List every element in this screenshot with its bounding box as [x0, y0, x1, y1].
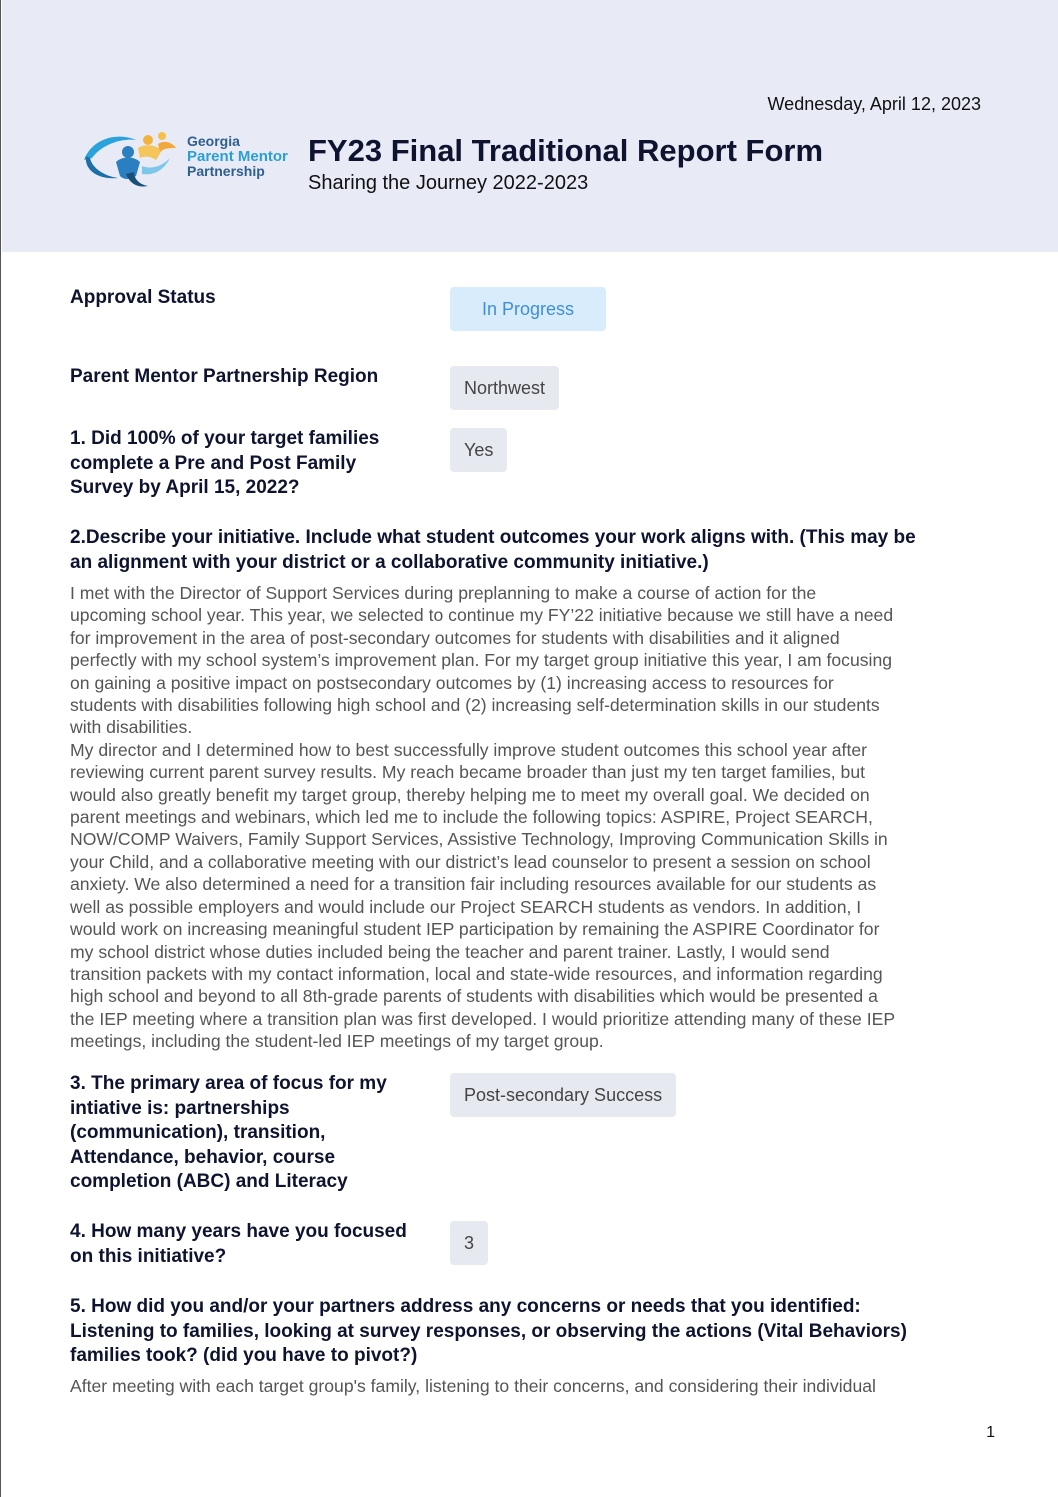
question-2-label: [70, 526, 1000, 575]
approval-status-badge: In Progress: [450, 287, 606, 331]
answer-line: anxiety. We also determined a need for a transition fair including resources available for our students as: [70, 874, 877, 895]
answer-line: I met with the Director of Support Services during preplanning to make a course of action for the: [70, 583, 817, 603]
question-3-line: completion (ABC) and Literacy: [70, 1171, 348, 1192]
question-5-line: Listening to families, looking at survey responses, or observing the actions (Vital Behaviors): [70, 1320, 907, 1342]
question-1-line: Survey by April 15, 2022?: [70, 477, 300, 498]
answer-line: perfectly with my school system’s improvement plan. For my target group initiative this year, I am focusing: [70, 650, 893, 671]
logo-line-parent-mentor: Parent Mentor: [187, 148, 288, 165]
answer-line: for improvement in the area of post-secondary outcomes for students with disabilities and it aligned: [70, 627, 840, 648]
answer-line: transition packets with my contact information, local and state-wide resources, and information regarding: [70, 963, 883, 984]
answer-line: well as possible employers and would include our Project SEARCH students as vendors. In addition, I: [70, 896, 862, 917]
gpmp-logo: [78, 126, 298, 192]
answer-line: your Child, and a collaborative meeting with our district’s lead counselor to present a session on school: [70, 851, 871, 872]
logo-line-partnership: Partnership: [187, 163, 265, 179]
question-3-label: [70, 1072, 387, 1195]
question-1-line: complete a Pre and Post Family: [70, 452, 357, 474]
question-4-answer: 3: [450, 1221, 488, 1265]
question-3-line: (communication), transition,: [70, 1122, 326, 1143]
question-3-line: 3. The primary area of focus for my: [70, 1073, 387, 1094]
question-2-line: 2.Describe your initiative. Include what student outcomes your work aligns with. (This may be: [70, 527, 916, 548]
answer-line: high school and beyond to all 8th-grade parents of students with disabilities which would be presented a: [70, 986, 878, 1007]
question-5-label: [70, 1295, 1000, 1369]
question-4-line: on this initiative?: [70, 1245, 227, 1267]
question-5-line: families took? (did you have to pivot?): [70, 1345, 418, 1366]
form-subtitle: Sharing the Journey 2022-2023: [308, 172, 589, 194]
question-5-answer: After meeting with each target group's family, listening to their concerns, and considering their individual: [70, 1376, 876, 1396]
region-label: Parent Mentor Partnership Region: [70, 366, 379, 387]
answer-line: students with disabilities following high school and (2) increasing self-determination skills in our students: [70, 695, 880, 716]
question-2-line: an alignment with your district or a collaborative community initiative.): [70, 551, 709, 573]
answer-line: reviewing current parent survey results. My reach became broader than just my ten target families, but: [70, 762, 866, 783]
answer-line: the IEP meeting where a transition plan was first developed. I would prioritize attending many of these IEP: [70, 1008, 896, 1029]
answer-line: NOW/COMP Waivers, Family Support Services, Assistive Technology, Improving Communication Skills in: [70, 829, 888, 850]
answer-line: upcoming school year. This year, we selected to continue my FY’22 initiative because we still have a need: [70, 605, 894, 626]
region-value: Northwest: [450, 366, 559, 410]
approval-status-label: Approval Status: [70, 287, 216, 308]
answer-line: on gaining a positive impact on postsecondary outcomes by (1) increasing access to resources for: [70, 672, 834, 693]
answer-line: My director and I determined how to best successfully improve student outcomes this school year after: [70, 739, 867, 760]
question-1-line: 1. Did 100% of your target families: [70, 428, 380, 449]
answer-line: my school district whose duties included being the teacher and parent trainer. Lastly, I would send: [70, 941, 830, 962]
report-date: Wednesday, April 12, 2023: [767, 94, 981, 114]
question-2-answer: [70, 582, 995, 1053]
question-4-line: 4. How many years have you focused: [70, 1221, 407, 1242]
question-4-label: [70, 1220, 407, 1269]
answer-line: with disabilities.: [70, 717, 193, 738]
question-3-line: intiative is: partnerships: [70, 1097, 290, 1119]
question-1-answer: Yes: [450, 428, 507, 472]
form-title: FY23 Final Traditional Report Form: [308, 133, 824, 168]
question-5-line: 5. How did you and/or your partners address any concerns or needs that you identified:: [70, 1296, 861, 1317]
answer-line: meetings, including the student-led IEP meetings of my target group.: [70, 1031, 604, 1052]
answer-line: parent meetings and webinars, which led me to include the following topics: ASPIRE, Project SEARCH,: [70, 807, 873, 828]
answer-line: would work on increasing meaningful student IEP participation by remaining the ASPIRE Coordinator for: [70, 919, 880, 940]
question-3-line: Attendance, behavior, course: [70, 1146, 336, 1168]
logo-line-georgia: Georgia: [187, 133, 240, 149]
page-number: 1: [986, 1424, 995, 1441]
partnership-figures-icon: [78, 126, 186, 192]
logo-wordmark: [187, 134, 288, 179]
answer-line: would also greatly benefit my target group, thereby helping me to meet my overall goal. We decided on: [70, 784, 870, 805]
question-1-label: [70, 427, 379, 501]
question-3-answer: Post-secondary Success: [450, 1073, 676, 1117]
report-header: [2, 0, 1058, 252]
